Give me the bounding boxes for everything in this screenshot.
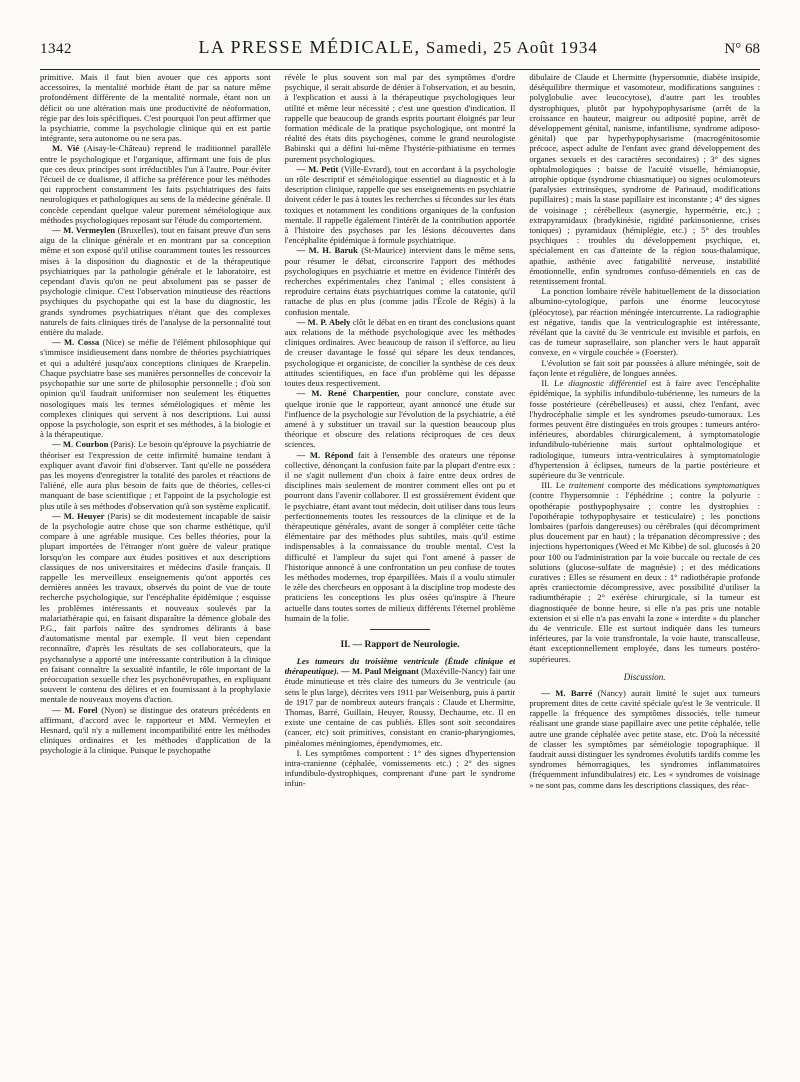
paragraph xyxy=(529,688,760,790)
paragraph-text: comporte des médications xyxy=(604,480,705,491)
paragraph xyxy=(40,143,271,225)
speaker-name: — M. Courbon xyxy=(52,439,109,450)
section-divider xyxy=(370,629,430,630)
paragraph-text: clôt le débat en en tirant des conclusions quant aux relations de la méthode psychologique avec les méthodes cliniques ordinaires. Avec beaucoup de raison il s'efforce, au lieu de creuser davantage le fossé qui sépare les deux tendances, psychologique et organiciste, de concilier la synthèse de ces deux attitudes scientifiques, en face d'un problème qui les dépasse toutes deux respectivement. xyxy=(284,316,516,389)
paragraph-text: (Ville-Evrard), tout en accordant à la psychologie un rôle descriptif et séméiologique essentiel au diagnostic et à la description clinique, rappelle que ses enseignements en psychiatrie doivent céder le pas à toutes les recherches si fécondes sur les états toxiques et notamment les conditions organiques de la confusion mentale. Il rappelle également l'intérêt de la contribution apportée à l'histoire des psychoses par les lésions découvertes dans l'encéphalite épidémique à formule psychiatrique. xyxy=(284,163,516,246)
emphasis: symptomatiques xyxy=(704,480,760,491)
paragraph-text: (Nyon) se distingue des orateurs précédents en affirmant, d'accord avec le rapporteur et MM. Vermeylen et Hesnard, qu'il n'y a nullement incompatibilité entre les méthodes cliniques ordinaires et les méthodes d'application de la psychologie à la clinique. Puisque le psychopathe xyxy=(40,704,271,756)
paragraph-text: (Nancy) aurait limité le sujet aux tumeurs proprement dites de cette cavité spéciale qu'est le 3e ventricule. Il rappelle la fréquence des symptômes dissociés, telle tumeur réalisant une grande stase papillaire avec une petite céphalée, telle autre une grande céphalée avec petite stase, etc. D'où la nécessité de classer les symptômes par séméiologie topographique. Il faudrait aussi distinguer les syndromes évolutifs tardifs comme les syndromes hémorragiques, les syndromes inflammatoires (fréquemment infundibulaires) etc. Les « syndromes de voisinage » ne sont pas, comme dans les descriptions classiques, des réac- xyxy=(529,687,760,790)
page-header xyxy=(40,37,760,70)
paragraph: primitive. Mais il faut bien avouer que ces apports sont accessoires, la mentalité morbide étant de par sa nature même profondément différente de la mentalité normale, étant non un déficit ou une altération mais une productivité de néoformation, régie par des lois spécifiques. C'est pourquoi l'on peut affirmer que la psychiatrie, comme la psychologie clinique qui en est partie intégrante, sera autonome ou ne sera pas. xyxy=(40,72,271,144)
paragraph-text: (Maxéville-Nancy) fait une étude minutieuse et très claire des tumeurs du 3e ventricule (au sens le plus large), décrites vers 1911 par Weisenburg, puis à partir de 1917 par de nombreux auteurs français : Claude et Lhermitte, Thomas, Barré, Guillain, Heuyer, Roussy, Dechaume, etc. Il en existe une centaine de cas publiés. Elles sont soit secondaires (cancer, etc) soit primitives, consistant en cranio-pharyngiomes, pinéalomes méningiomes, épendymomes, etc. xyxy=(284,666,516,748)
paragraph xyxy=(40,225,271,337)
paragraph-text: (Paris) se dit modestement incapable de saisir de la psychologie autre chose que son charme esthétique, qu'il compare à une agréable musique. Ces belles théories, pour la plupart importées de l'étranger n'ont guère de valeur pratique lorsqu'on les compare aux études positives et aux descriptions classiques de nos universitaires et médecins d'asile français. Il rappelle les merveilleux enseignements qu'ont apportés ces dernières années les travaux, observés du point de vue de toute recherche psychologique, sur l'encéphalite épidémique ; esquisse les problèmes intéressants et nouveaux soulevés par la malariathérapie qui, en faisant disparaître la démence globale des P.G., fait parfois naître des syndromes délirants à base d'automatisme mental par exemple. Il veut bien cependant reconnaître, d'après les résultats de ses collaborateurs, que la psychanalyse a apporté une intéressante contribution à la clinique en faisant connaître la sexualité infantile, le rôle important de la préoccupation sexuelle chez les psychonévropathes, en expliquant souvent le contenu des délires et en fournissant à la prophylaxie mentale de nouveaux moyens d'action. xyxy=(40,510,271,705)
column-1 xyxy=(40,72,271,1062)
speaker-name: — M. Répond xyxy=(296,449,354,460)
paragraph-text: (St-Maurice) intervient dans le même sens, pour résumer le débat, circonscrire l'apport des méthodes psychologiques en psychiatrie et mettre en évidence l'intérêt des recherches expérimentales chez l'animal ; elles consistent à reproduire certains états psychiatriques comme la catatonie, qu'il rattache de plus en plus (comme jadis l'École de Régis) à la confusion mentale. xyxy=(284,245,516,317)
speaker-name: — M. Forel xyxy=(52,704,98,715)
paragraph: révèle le plus souvent son mal par des symptômes d'ordre psychique, il serait absurde de dénier à l'observation, et au besoin, à l'explication et aussi à la thérapeutique psychologiques leur utilité et même leur nécessité ; c'est une question d'indication. Il rappelle que beaucoup de grands esprits pourtant éloignés par leur formation médicale de la pratique psychologique, ont montré la réalité des états dits psychogènes, comme le grand neurologiste Babinski qui a défini lui-même l'hystérie-pithiatisme en termes purement psychologiques. xyxy=(284,72,516,164)
column-3 xyxy=(529,72,760,1062)
column-2 xyxy=(285,72,516,1062)
paragraph xyxy=(285,245,516,316)
paragraph-text: est à faire avec l'encéphalite épidémique, la syphilis infundibulo-tubérienne, les tumeurs de la fosse postérieure (cérébelleuses) et aussi, chez l'enfant, avec l'hydrocéphalie simple et les syndromes pseudo-tumoraux. Les formes peuvent être distinguées en trois groupes : tumeurs antéro-inférieures, abordables chirurgicalement, à symptomatologie infundibulo-tubérienne mais surtout ophtalmologique et radiologique, tumeurs intra-ventriculaires à symptomatologie d'hypertension à éclipses, tumeurs de la partie postérieure et supérieure du 3e ventricule. xyxy=(529,378,760,480)
speaker-name: — M. Paul Meignant xyxy=(338,666,419,677)
paragraph xyxy=(529,480,760,664)
speaker-name: — M. Heuyer xyxy=(52,510,105,521)
speaker-name: — M. H. Baruk xyxy=(296,245,358,256)
paragraph xyxy=(40,705,271,756)
paragraph xyxy=(285,388,516,449)
paragraph xyxy=(285,656,516,748)
page-number: 1342 xyxy=(40,41,72,57)
paragraph-text: (Paris). Le besoin qu'éprouve la psychiatrie de théoriser est l'expression de cette infirmité humaine tendant à expliquer avant d'avoir fini d'observer. Tant qu'elle ne possédera pas les moyens d'enregistrer la totalité des paroles et réactions de l'aliéné, elle aura plus besoin de faits que de théories, celles-ci manquant de base scientifique ; et l'appoint de la psychologie est plus utile à ses méthodes d'observation qu'à son système explicatif. xyxy=(40,439,271,511)
paragraph xyxy=(40,439,271,510)
journal-title: LA PRESSE MÉDICALE, xyxy=(198,37,421,57)
paragraph-text: (contre l'hypersomnie : l'éphédrine ; contre la polyurie : opothérapie posthypophysaire ; contre les dystrophies : l'opothérapie tothypophysaire et testiculaire) ; les ponctions lombaires (parfois dangereuses) ou cérébrales (qui décompriment plus doucement par en haut) ; la trépanation décompressive ; des injections hypertoniques (Weed et Mc Kibbe) de sol. glucosés à 20 pour 100 ou l'administration par la voie buccale ou rectale de ces solutions (glucose-sulfate de magnésie) ; et des médications curatives : Elles se résument en deux : 1° radiothérapie profonde après craniectomie décompressive, avec possibilité d'utiliser la radiumthérapie ; 2° exérèse chirurgicale, si la tumeur est diagnostiquée de bonne heure, si elle n'a pas pris une notable extension et si elle n'a pas envahi la zone « interdite » du plancher du 4e ventricule. Elle est surtout indiquée dans les tumeurs inférieures, par la voie transfrontale, la voie haute, transcalleuse, étant exceptionnellement employée, dans les tumeurs postéro-supérieures. xyxy=(529,490,760,664)
speaker-name: — M. Petit xyxy=(296,163,339,174)
paragraph: La ponction lombaire révèle habituellement de la dissociation albumino-cytologique, parfois une énorme leucocytose (pléocytose), par réaction méningée intercurrente. La radiographie est négative, tandis que la ventriculographie est intéressante, révélant que la cavité du 3e ventricule est invisible et parfois, en cas de tumeur suprasellaire, son plancher vers le haut apparaît convexe, en « virgule couchée » (Foerster). xyxy=(529,286,760,358)
paragraph-lead: II. Le xyxy=(541,378,569,389)
paragraph-text: (Bruxelles), tout en faisant preuve d'un sens aigu de la clinique générale et en montrant par sa conception même et son exposé qu'il utilise couramment toutes les ressources mises à la disposition du diagnostic et de la thérapeutique psychiatriques par la pathologie générale et le laboratoire, est cependant d'avis qu'on ne peut absolument pas se passer de psychologie clinique. C'est l'observation minutieuse des réactions psychiques du psychopathe qui est la base du diagnostic, les grands syndromes psychiatriques n'étant que des complexes naturels de faits cliniques tirés de l'analyse de la personnalité tout entière du malade. xyxy=(40,225,271,338)
paragraph xyxy=(529,378,760,480)
paragraph-lead: III. Le xyxy=(541,480,569,491)
speaker-name: — M. René Charpentier, xyxy=(296,388,400,399)
discussion-heading: Discussion. xyxy=(623,671,666,682)
speaker-name: — M. Cossa xyxy=(52,337,100,348)
paragraph: dibulaire de Claude et Lhermitte (hypersomnie, diabète insipide, déséquilibre thermique et vasomoteur, modifications sanguines : polyglobulie avec leucocytose), d'autre part les troubles dystrophiques, plutôt par hypohypophysarisme (arrêt de la croissance en hauteur, maigreur ou adiposité pupine, arrêt de développement génital, nanisme, infantilisme, syndrome adiposo-génital) que par hyperhypophysarisme (macrogénitosomie précoce, aspect adulte de l'enfant avec grand développement des organes sexuels et des caractères secondaires) ; 3° des signes ophtalmologiques : baisse de l'acuité visuelle, hémianopsie, atrophie optique (syndrome chiasmatique) ou signes oculomoteurs (paralysies extrinsèques, syndrome de Parinaud, modifications pupillaires) ; mais la stase papillaire est inconstante ; 4° des signes de voisinage ; cérébelleux (asynergie, hypermétrie, etc.) ; extrapyramidaux (bradykinésie, rigidité parkinsonienne, crises toniques) ; pyramidaux (hémiplégie, etc.) ; 5° des troubles psychiques : troubles du développement psychique, et, spécialement en cas d'atteinte de la région sous-thalamique, apathie, asthénie avec fatigabilité nerveuse, instabilité émotionnelle, enfin syndromes confuso-démentiels en cas de retentissement frontal. xyxy=(529,72,760,287)
paragraph-text: fait à l'ensemble des orateurs une réponse collective, dénonçant la confusion faite par la plupart d'entre eux : il ne s'agit nullement d'un choix à faire entre deux ordres de disciplines mais seulement de montrer comment elles ont pu et pourront dans l'avenir collaborer. Il est grossièrement évident que le psychiatre, étant avant tout médecin, doit utiliser dans tous leurs perfectionnements toutes les ressources de la clinique et de la thérapeutique générales, avant de songer à compléter cette tâche élémentaire par des méthodes plus subtiles, mais qu'il estime indispensables à la connaissance du trouble mental. C'est la difficulté et l'ampleur du sujet qui l'ont amené à passer de l'historique annoncé à une confrontation un peu confuse de toutes les méthodes modernes, trop éparpillées. Mais il a voulu stimuler le zèle des chercheurs en opposant à la discipline trop modeste des praticiens les conceptions les plus osées qu'inspire à l'heure actuelle dans toutes sortes de milieux différents l'éternel problème humain de la folie. xyxy=(284,449,516,623)
section-title: II. — Rapport de Neurologie. xyxy=(340,639,460,650)
report-title: Les tumeurs du troisième ventricule (Étude clinique et thérapeutique). xyxy=(284,655,516,677)
speaker-name: M. Vié xyxy=(52,143,80,154)
paragraph: L'évolution se fait soit par poussées à allure méningée, soit de façon lente et régulière, de longues années. xyxy=(529,357,760,378)
issue-date: Samedi, 25 Août 1934 xyxy=(425,38,598,57)
paragraph xyxy=(285,450,516,623)
paragraph xyxy=(285,317,516,388)
paragraph-text: (Aisay-le-Château) reprend le traditionnel parallèle entre le psychologique et l'organique, affirmant une fois de plus que ces deux principes sont irréductibles l'un à l'autre. Pour éviter l'écueil de ce dualisme, il affiche sa préférence pour les méthodes qui rapprochent constamment les faits psychiatriques des faits neurologiques et pathologiques au sens de la médecine générale. Il concède cependant quelque valeur purement séméiologique aux méthodes psychologiques reposant sur l'étude du comportement. xyxy=(40,143,271,225)
speaker-name: — M. P. Abely xyxy=(296,316,351,327)
paragraph: I. Les symptômes comportent : 1° des signes d'hypertension intra-cranienne (céphalée, vomissements etc.) ; 2° des signes infundibulo-dystrophiques, comprenant d'une part le syndrome infun- xyxy=(284,747,516,789)
paragraph xyxy=(40,511,271,705)
journal-title-line xyxy=(199,37,598,58)
emphasis: diagnostic différentiel xyxy=(568,378,647,389)
paragraph xyxy=(40,337,271,439)
speaker-name: — M. Vermeylen xyxy=(52,225,116,236)
article-columns xyxy=(40,72,760,1062)
paragraph-text: (Nice) se méfie de l'élément philosophique qui s'immisce insidieusement dans nombre de théories psychiatriques et qui a adultéré jusqu'aux conceptions cliniques de Kraepelin. Chaque psychiatre base ses manières personnelles de concevoir la psychopathie sur une sorte de philosophie personnelle ; d'où son opinion qu'il faudrait uniformiser non seulement les étiquettes nosologiques mais les termes séméiologiques et même les complexes cliniques qui servent à nos descriptions. Lui aussi oppose la psychologie, son esprit et ses méthodes, à la biologie et à la thérapeutique. xyxy=(40,337,271,440)
issue-number: N° 68 xyxy=(724,41,760,57)
speaker-name: — M. Barré xyxy=(541,687,593,698)
paragraph-text: pour conclure, constate avec quelque ironie que le rapporteur, ayant annoncé une étude sur l'influence de la psychologie sur l'évolution de la psychiatrie, a été amené à y substituer un travail sur la question beaucoup plus théorique et obscure des relations réciproques de ces deux sciences. xyxy=(284,388,516,450)
emphasis: traitement xyxy=(568,480,605,491)
paragraph xyxy=(285,164,516,246)
